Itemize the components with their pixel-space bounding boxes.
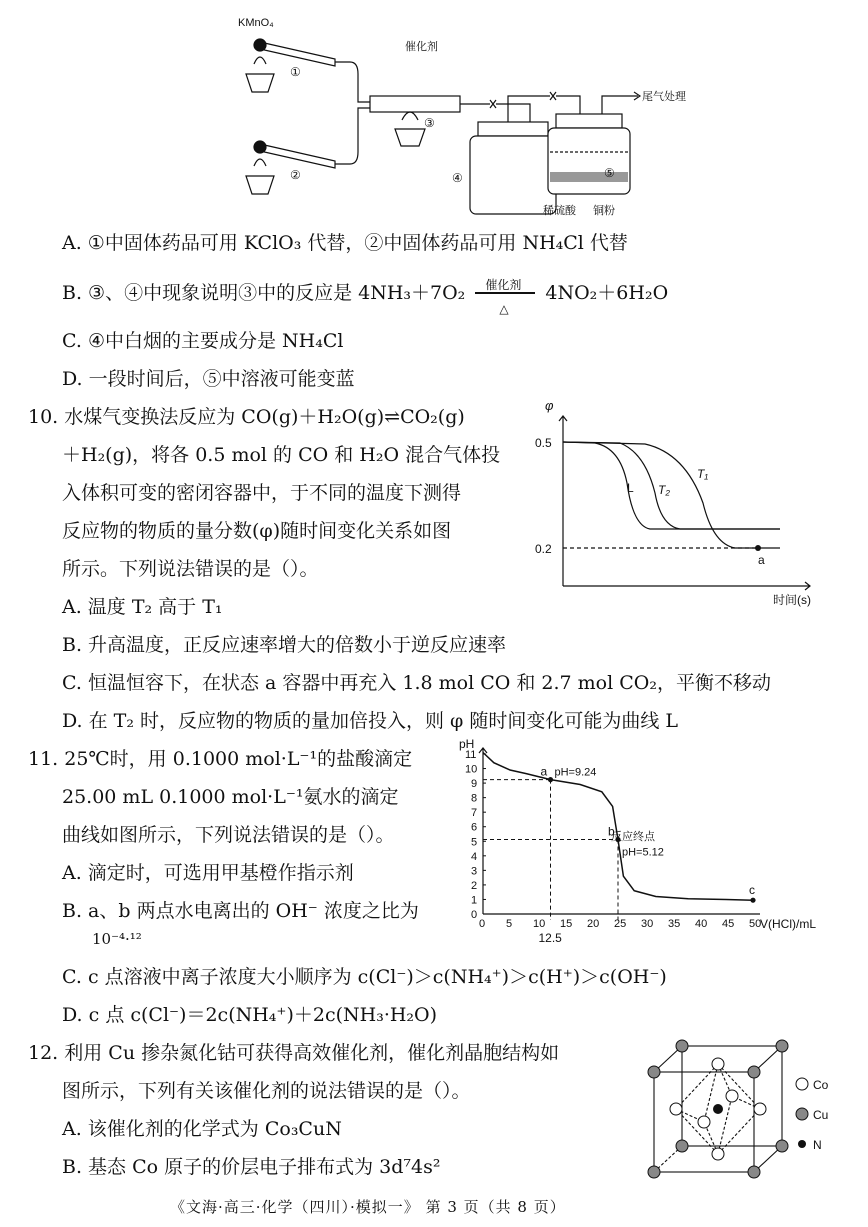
ph-point-label-c: c [749,883,755,898]
ph-point-text-b: pH=5.12 [622,846,664,859]
q12-option-a: A. 该催化剂的化学式为 Co₃CuN [62,1118,342,1140]
q11-option-a: A. 滴定时，可选用甲基橙作指示剂 [62,862,354,884]
label-1: ① [290,65,301,79]
ph-point-a [548,777,553,782]
q11-option-b1: B. a、b 两点水电离出的 OH⁻ 浓度之比为 [62,900,419,922]
ph-x-tick: 50 [749,918,762,930]
ph-point-label-a: a [540,764,548,779]
q9-option-b-post: 4NO₂＋6H₂O [545,282,669,304]
q10-option-a: A. 温度 T₂ 高于 T₁ [62,596,223,618]
q10-line4: 反应物的物质的量分数(φ)随时间变化关系如图 [62,520,452,542]
legend-co-icon [796,1078,808,1090]
phi-ylabel: φ [545,398,554,413]
label-3: ③ [424,116,435,130]
legend-cu-icon [796,1108,808,1120]
label-2: ② [290,168,301,182]
tail-gas-label: 尾气处理 [642,91,686,103]
ph-y-tick: 6 [471,821,478,834]
ph-point-text-a: pH=9.24 [554,766,597,779]
ph-y-tick: 9 [471,778,478,791]
q10-line1: 10. 水煤气变换法反应为 CO(g)＋H₂O(g)⇌CO₂(g) [28,406,465,428]
ph-titration-chart [455,738,850,950]
arrow-catalyst: 催化剂 [485,278,522,292]
label-L: L [627,481,634,495]
ph-x-tick: 5 [506,918,513,930]
ph-point-label-b: b [608,824,615,839]
q12-line1: 12. 利用 Cu 掺杂氮化钴可获得高效催化剂，催化剂晶胞结构如 [28,1042,560,1064]
catalyst-label: 催化剂 [405,41,438,53]
phi-tick-02: 0.2 [535,542,552,556]
q10-option-b: B. 升高温度，正反应速率增大的倍数小于逆反应速率 [62,634,507,656]
legend-n-icon [798,1140,806,1148]
reaction-arrow [471,278,539,316]
curve-T1 [563,442,780,548]
ph-x-tick: 40 [695,918,708,930]
ph-ylabel: pH [459,737,475,751]
ph-y-tick: 11 [465,749,477,761]
label-4: ④ [452,171,463,185]
ph-y-tick: 2 [471,879,478,892]
page-footer: 《文海·高三·化学（四川）·模拟一》 第 3 页（共 8 页） [170,1198,566,1216]
ph-y-tick: 0 [471,909,478,921]
ph-x-tick: 35 [668,918,681,930]
ph-x-tick: 20 [587,918,600,930]
ph-x-tick: 30 [641,918,654,930]
ph-x-tick: 0 [479,918,486,930]
q11-line1: 11. 25℃时，用 0.1000 mol·L⁻¹的盐酸滴定 [28,748,413,770]
arrow-heat: △ [499,302,509,316]
ph-y-tick: 8 [471,792,478,805]
q11-line2: 25.00 mL 0.1000 mol·L⁻¹氨水的滴定 [62,786,399,808]
dilute-acid-label: 稀硫酸 [543,205,576,217]
q11-option-c: C. c 点溶液中离子浓度大小顺序为 c(Cl⁻)＞c(NH₄⁺)＞c(H⁺)＞c(OH⁻) [62,966,667,988]
q10-option-d: D. 在 T₂ 时，反应物的物质的量加倍投入，则 φ 随时间变化可能为曲线 L [62,710,679,732]
ph-extra-x-label: 12.5 [538,931,562,945]
apparatus-figure [230,4,686,222]
q10-option-c: C. 恒温恒容下，在状态 a 容器中再充入 1.8 mol CO 和 2.7 mol CO₂，平衡不移动 [62,672,771,694]
phi-time-chart [525,398,825,610]
crystal-cell-figure [640,1034,845,1194]
point-a [755,545,761,551]
q10-line5: 所示。下列说法错误的是（）。 [62,558,319,580]
q10-line3: 入体积可变的密闭容器中，于不同的温度下测得 [62,482,462,504]
q11-option-b2: 10⁻⁴·¹² [92,930,142,948]
ph-y-tick: 5 [471,836,478,849]
ph-x-tick: 10 [533,918,546,930]
label-T2: T₂ [658,483,670,497]
label-5: ⑤ [604,166,615,180]
q9-option-d: D. 一段时间后，⑤中溶液可能变蓝 [62,368,355,390]
phi-tick-05: 0.5 [535,436,552,450]
ph-x-tick: 45 [722,918,735,930]
ph-y-tick: 1 [471,894,478,907]
ph-x-tick: 25 [614,918,627,930]
ph-y-tick: 10 [465,763,478,776]
copper-powder-label: 铜粉 [593,205,615,217]
label-a: a [758,553,765,567]
q9-option-a: A. ①中固体药品可用 KClO₃ 代替，②中固体药品可用 NH₄Cl 代替 [62,232,628,254]
ph-point-c [750,898,755,903]
kmno4-label: KMnO₄ [238,17,274,29]
ph-xlabel: V(HCl)/mL [760,917,816,931]
q9-option-b [62,278,669,316]
ph-y-tick: 7 [471,807,478,820]
ph-endpoint-note: 反应终点 [611,831,655,843]
label-T1: T₁ [697,467,709,481]
q11-option-d: D. c 点 c(Cl⁻)＝2c(NH₄⁺)＋2c(NH₃·H₂O) [62,1004,438,1026]
ph-x-tick: 15 [560,918,573,930]
curve-T2 [563,442,780,529]
q11-line3: 曲线如图所示，下列说法错误的是（）。 [62,824,395,846]
q10-line2: ＋H₂(g)，将各 0.5 mol 的 CO 和 H₂O 混合气体投 [62,444,501,466]
q9-option-c: C. ④中白烟的主要成分是 NH₄Cl [62,330,344,352]
q9-option-b-pre: B. ③、④中现象说明③中的反应是 4NH₃＋7O₂ [62,282,466,304]
legend-cu: Cu [813,1108,829,1122]
q12-line2: 图所示，下列有关该催化剂的说法错误的是（）。 [62,1080,471,1102]
q12-option-b: B. 基态 Co 原子的价层电子排布式为 3d⁷4s² [62,1156,441,1178]
n-atom [713,1104,723,1114]
legend-co: Co [813,1078,829,1092]
ph-y-tick: 3 [471,865,478,878]
ph-y-tick: 4 [471,850,478,863]
legend-n: N [813,1138,822,1152]
phi-xlabel: 时间(s) [773,593,811,607]
curve-L [563,442,780,529]
